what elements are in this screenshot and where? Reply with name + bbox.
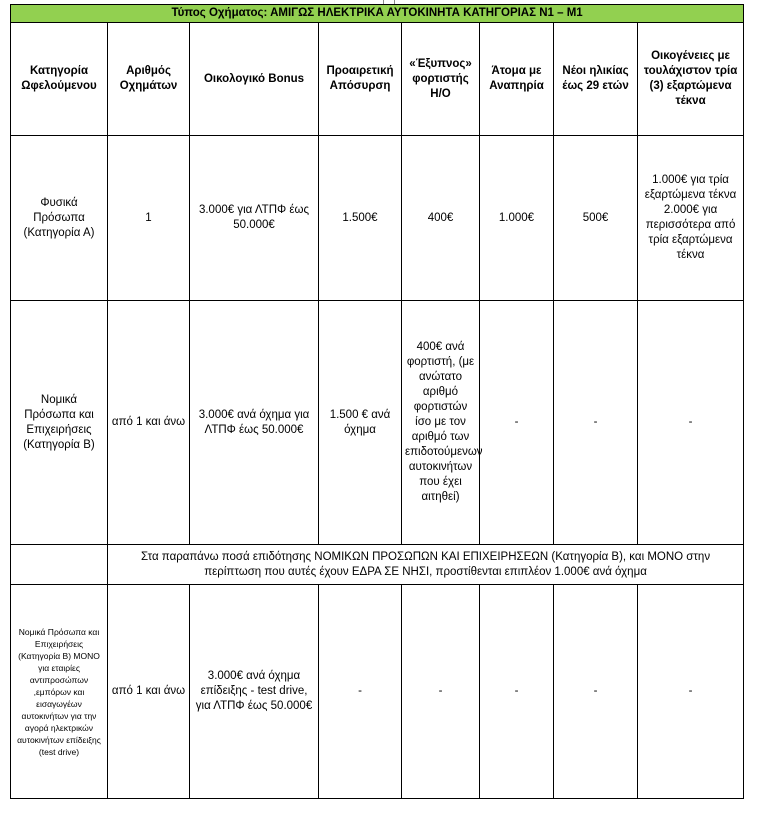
cell-bonus: 3.000€ για ΛΤΠΦ έως 50.000€	[190, 136, 319, 301]
cell-young: -	[554, 585, 638, 799]
header-scrap: Προαιρετική Απόσυρση	[319, 23, 402, 136]
cell-charger: -	[402, 585, 480, 799]
cell-disabled: 1.000€	[480, 136, 554, 301]
cell-charger: 400€	[402, 136, 480, 301]
cell-scrap: -	[319, 585, 402, 799]
cell-vehicles: 1	[108, 136, 190, 301]
cell-bonus: 3.000€ ανά όχημα για ΛΤΠΦ έως 50.000€	[190, 301, 319, 545]
cell-charger: 400€ ανά φορτιστή, (με ανώτατο αριθμό φορτιστών ίσο με τον αριθμό των επιδοτούμενων αυτοκινήτων που έχει αιτηθεί)	[402, 301, 480, 545]
cell-category: Νομικά Πρόσωπα και Επιχειρήσεις (Κατηγορία Β)	[11, 301, 108, 545]
header-charger: «Έξυπνος» φορτιστής Η/Ο	[402, 23, 480, 136]
header-bonus: Οικολογικό Bonus	[190, 23, 319, 136]
cell-vehicles: από 1 και άνω	[108, 585, 190, 799]
cell-category: Νομικά Πρόσωπα και Επιχειρήσεις (Κατηγορία Β) ΜΟΝΟ για εταιρίες αντιπροσώπων ,εμπόρων και εισαγωγέων αυτοκινήτων για την αγορά ηλεκτρικών αυτοκινήτων επίδειξης (test drive)	[11, 585, 108, 799]
table-row	[11, 585, 744, 799]
note-row	[11, 545, 744, 585]
cell-disabled: -	[480, 301, 554, 545]
table-row	[11, 136, 744, 301]
cell-young: -	[554, 301, 638, 545]
subsidy-table	[10, 4, 744, 799]
cell-bonus: 3.000€ ανά όχημα επίδειξης - test drive, για ΛΤΠΦ έως 50.000€	[190, 585, 319, 799]
cell-disabled: -	[480, 585, 554, 799]
header-disabled: Άτομα με Αναπηρία	[480, 23, 554, 136]
header-families: Οικογένειες με τουλάχιστον τρία (3) εξαρτώμενα τέκνα	[638, 23, 744, 136]
island-note: Στα παραπάνω ποσά επιδότησης ΝΟΜΙΚΩΝ ΠΡΟΣΩΠΩΝ ΚΑΙ ΕΠΙΧΕΙΡΗΣΕΩΝ (Κατηγορία Β), και ΜΟΝΟ στην περίπτωση που αυτές έχουν ΕΔΡΑ ΣΕ ΝΗΣΙ, προστίθενται επιπλέον 1.000€ ανά όχημα	[108, 545, 744, 585]
header-category: Κατηγορία Ωφελούμενου	[11, 23, 108, 136]
cell-families: 1.000€ για τρία εξαρτώμενα τέκνα 2.000€ για περισσότερα από τρία εξαρτώμενα τέκνα	[638, 136, 744, 301]
note-spacer	[11, 545, 108, 585]
header-row	[11, 23, 744, 136]
title-row	[11, 5, 744, 23]
table-title: Τύπος Οχήματος: ΑΜΙΓΩΣ ΗΛΕΚΤΡΙΚΑ ΑΥΤΟΚΙΝΗΤΑ ΚΑΤΗΓΟΡΙΑΣ Ν1 – Μ1	[11, 5, 744, 23]
header-young: Νέοι ηλικίας έως 29 ετών	[554, 23, 638, 136]
cell-scrap: 1.500 € ανά όχημα	[319, 301, 402, 545]
cell-families: -	[638, 585, 744, 799]
cell-vehicles: από 1 και άνω	[108, 301, 190, 545]
cell-young: 500€	[554, 136, 638, 301]
cell-scrap: 1.500€	[319, 136, 402, 301]
cell-families: -	[638, 301, 744, 545]
cell-category: Φυσικά Πρόσωπα (Κατηγορία Α)	[11, 136, 108, 301]
table-row	[11, 301, 744, 545]
header-vehicles: Αριθμός Οχημάτων	[108, 23, 190, 136]
